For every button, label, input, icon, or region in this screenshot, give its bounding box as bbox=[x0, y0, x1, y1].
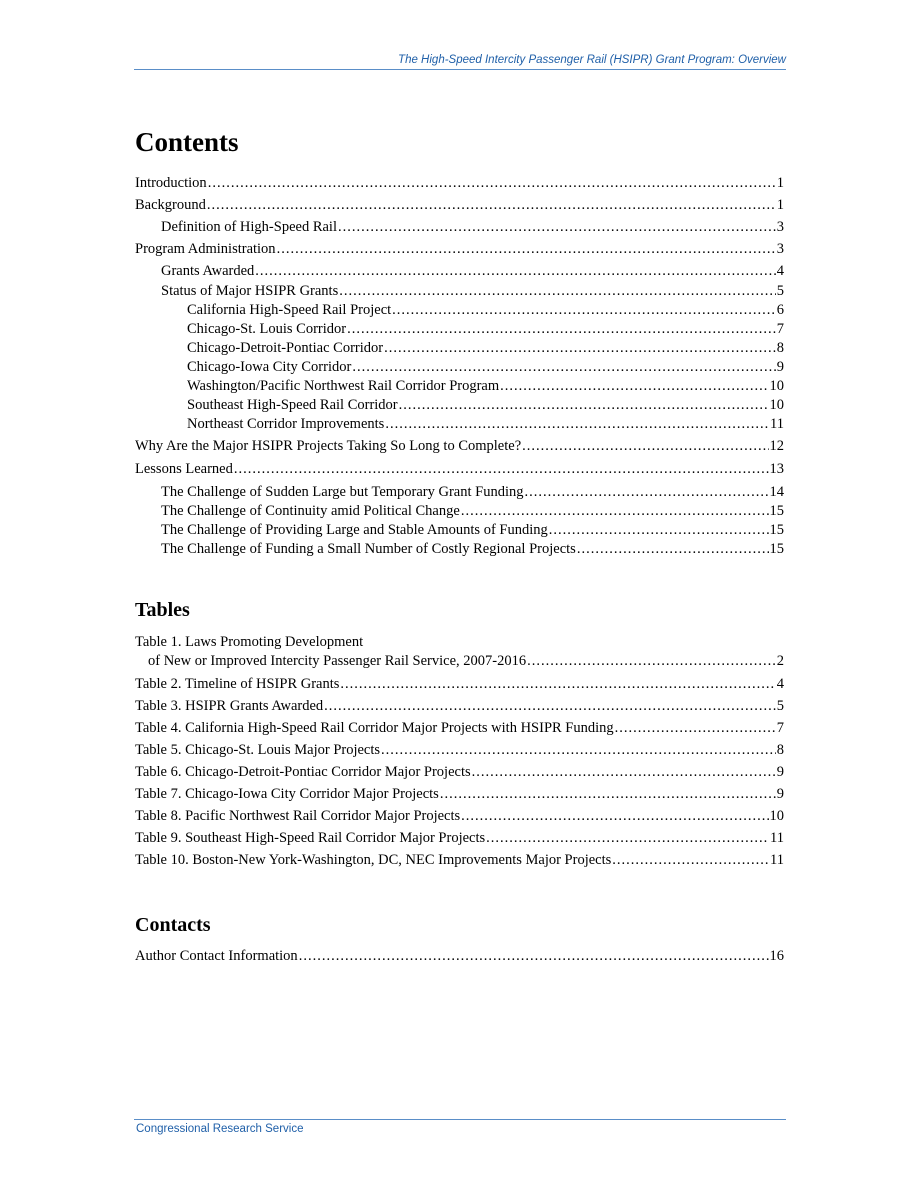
table-entry-6[interactable] bbox=[135, 763, 784, 782]
toc-entry-title: Table 5. Chicago-St. Louis Major Projects bbox=[135, 742, 381, 758]
toc-entry-title: Table 6. Chicago-Detroit-Pontiac Corridor Major Projects bbox=[135, 764, 471, 780]
toc-entry-title: Program Administration bbox=[135, 241, 276, 257]
toc-entry-page: 7 bbox=[776, 720, 784, 736]
toc-entry-title: Chicago-Iowa City Corridor bbox=[187, 359, 352, 375]
toc-entry-title: Author Contact Information bbox=[135, 948, 298, 964]
toc-entry-title: Table 7. Chicago-Iowa City Corridor Major Projects bbox=[135, 786, 439, 802]
toc-entry-page: 7 bbox=[776, 321, 784, 337]
footer-rule bbox=[134, 1119, 786, 1120]
toc-entry-title: The Challenge of Funding a Small Number of Costly Regional Projects bbox=[161, 541, 576, 557]
toc-entry-title: Washington/Pacific Northwest Rail Corridor Program bbox=[187, 378, 500, 394]
toc-entry-page: 15 bbox=[769, 503, 784, 519]
toc-entry-title: Status of Major HSIPR Grants bbox=[161, 283, 339, 299]
toc-entry-title: Why Are the Major HSIPR Projects Taking So Long to Complete? bbox=[135, 438, 522, 454]
toc-entry-definition[interactable] bbox=[161, 218, 784, 237]
contact-entry-author[interactable] bbox=[135, 947, 784, 966]
toc-entry-title: Background bbox=[135, 197, 206, 213]
toc-entry-page: 11 bbox=[770, 830, 784, 846]
toc-entry-page: 16 bbox=[769, 948, 784, 964]
toc-entry-challenge-stable[interactable] bbox=[161, 521, 784, 540]
toc-entry-title: Table 8. Pacific Northwest Rail Corridor Major Projects bbox=[135, 808, 461, 824]
toc-entry-page: 8 bbox=[776, 742, 784, 758]
toc-entry-chicago-st-louis[interactable] bbox=[187, 320, 784, 339]
table-entry-1-line1[interactable]: Table 1. Laws Promoting Development bbox=[135, 634, 364, 650]
toc-entry-title: California High-Speed Rail Project bbox=[187, 302, 392, 318]
toc-entry-title: Chicago-Detroit-Pontiac Corridor bbox=[187, 340, 384, 356]
toc-entry-title: Introduction bbox=[135, 175, 207, 191]
toc-entry-challenge-costly[interactable] bbox=[161, 540, 784, 559]
toc-entry-title: Table 2. Timeline of HSIPR Grants bbox=[135, 676, 340, 692]
toc-entry-program-administration[interactable] bbox=[135, 240, 784, 259]
toc-entry-california[interactable] bbox=[187, 301, 784, 320]
toc-entry-grants-awarded[interactable] bbox=[161, 262, 784, 281]
toc-entry-page: 1 bbox=[776, 175, 784, 191]
table-entry-10[interactable] bbox=[135, 851, 784, 870]
toc-entry-page: 10 bbox=[769, 397, 784, 413]
toc-entry-title: Chicago-St. Louis Corridor bbox=[187, 321, 347, 337]
table-entry-5[interactable] bbox=[135, 741, 784, 760]
toc-entry-page: 4 bbox=[776, 676, 784, 692]
toc-entry-page: 5 bbox=[776, 698, 784, 714]
contents-heading: Contents bbox=[135, 127, 239, 157]
toc-entry-title: The Challenge of Continuity amid Political Change bbox=[161, 503, 460, 519]
toc-entry-challenge-sudden[interactable] bbox=[161, 483, 784, 502]
toc-entry-chicago-iowa[interactable] bbox=[187, 358, 784, 377]
toc-entry-page: 10 bbox=[769, 378, 784, 394]
table-entry-2[interactable] bbox=[135, 675, 784, 694]
toc-entry-page: 14 bbox=[769, 484, 784, 500]
toc-entry-title: Table 9. Southeast High-Speed Rail Corridor Major Projects bbox=[135, 830, 486, 846]
toc-entry-page: 2 bbox=[776, 653, 784, 669]
header-rule bbox=[134, 69, 786, 70]
toc-entry-title: Southeast High-Speed Rail Corridor bbox=[187, 397, 398, 413]
toc-entry-challenge-continuity[interactable] bbox=[161, 502, 784, 521]
toc-entry-why-taking-long[interactable] bbox=[135, 437, 784, 456]
toc-entry-southeast[interactable] bbox=[187, 396, 784, 415]
toc-entry-page: 10 bbox=[769, 808, 784, 824]
toc-entry-lessons-learned[interactable] bbox=[135, 460, 784, 479]
tables-heading: Tables bbox=[135, 599, 190, 621]
toc-entry-page: 6 bbox=[776, 302, 784, 318]
toc-entry-page: 11 bbox=[770, 416, 784, 432]
toc-entry-title: Table 3. HSIPR Grants Awarded bbox=[135, 698, 324, 714]
toc-entry-page: 11 bbox=[770, 852, 784, 868]
table-entry-3[interactable] bbox=[135, 697, 784, 716]
toc-entry-title: Table 10. Boston-New York-Washington, DC, NEC Improvements Major Projects bbox=[135, 852, 612, 868]
toc-entry-page: 4 bbox=[776, 263, 784, 279]
table-entry-4[interactable] bbox=[135, 719, 784, 738]
toc-entry-title: Grants Awarded bbox=[161, 263, 255, 279]
toc-entry-page: 5 bbox=[776, 283, 784, 299]
table-entry-9[interactable] bbox=[135, 829, 784, 848]
toc-entry-title: of New or Improved Intercity Passenger Rail Service, 2007-2016 bbox=[148, 653, 527, 669]
table-entry-7[interactable] bbox=[135, 785, 784, 804]
toc-entry-page: 9 bbox=[776, 764, 784, 780]
toc-entry-title: Definition of High-Speed Rail bbox=[161, 219, 337, 235]
toc-entry-title: Table 4. California High-Speed Rail Corridor Major Projects with HSIPR Funding bbox=[135, 720, 614, 736]
toc-entry-page: 12 bbox=[769, 438, 784, 454]
toc-entry-title: Lessons Learned bbox=[135, 461, 233, 477]
toc-entry-page: 8 bbox=[776, 340, 784, 356]
toc-entry-page: 3 bbox=[776, 219, 784, 235]
toc-entry-page: 15 bbox=[769, 522, 784, 538]
toc-entry-page: 13 bbox=[769, 461, 784, 477]
table-entry-8[interactable] bbox=[135, 807, 784, 826]
toc-entry-status[interactable] bbox=[161, 282, 784, 301]
toc-entry-page: 3 bbox=[776, 241, 784, 257]
table-entry-1[interactable] bbox=[148, 652, 784, 671]
toc-entry-pacific-northwest[interactable] bbox=[187, 377, 784, 396]
toc-entry-title: Northeast Corridor Improvements bbox=[187, 416, 385, 432]
toc-entry-chicago-detroit[interactable] bbox=[187, 339, 784, 358]
toc-entry-page: 1 bbox=[776, 197, 784, 213]
toc-entry-northeast[interactable] bbox=[187, 415, 784, 434]
toc-entry-background[interactable] bbox=[135, 196, 784, 215]
toc-entry-page: 9 bbox=[776, 786, 784, 802]
running-header: The High-Speed Intercity Passenger Rail (HSIPR) Grant Program: Overview bbox=[398, 54, 786, 66]
toc-entry-introduction[interactable] bbox=[135, 174, 784, 193]
toc-entry-page: 15 bbox=[769, 541, 784, 557]
contacts-heading: Contacts bbox=[135, 914, 211, 936]
toc-entry-title: The Challenge of Sudden Large but Temporary Grant Funding bbox=[161, 484, 524, 500]
running-footer: Congressional Research Service bbox=[136, 1123, 304, 1135]
toc-entry-page: 9 bbox=[776, 359, 784, 375]
toc-entry-title: The Challenge of Providing Large and Stable Amounts of Funding bbox=[161, 522, 548, 538]
